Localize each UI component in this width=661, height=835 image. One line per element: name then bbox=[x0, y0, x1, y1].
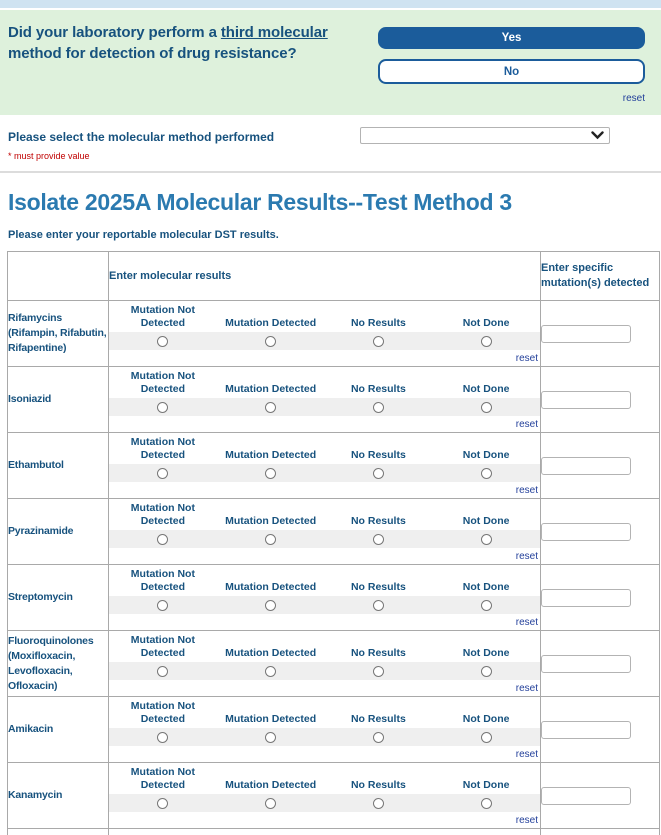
table-row-partial bbox=[8, 829, 660, 835]
option-label-no-results: No Results bbox=[350, 647, 406, 659]
mutation-input[interactable] bbox=[541, 655, 631, 673]
results-section-header bbox=[0, 173, 661, 241]
radio-button-icon bbox=[157, 402, 168, 413]
radio-mutation-detected[interactable] bbox=[217, 398, 325, 416]
radio-button-icon bbox=[265, 666, 276, 677]
option-labels bbox=[109, 501, 540, 528]
option-label-mutation-not-detected: Mutation Not Detected bbox=[130, 370, 195, 395]
drug-name: Pyrazinamide bbox=[8, 499, 109, 565]
row-reset-row bbox=[109, 746, 540, 760]
radio-mutation-not-detected[interactable] bbox=[109, 530, 217, 548]
options-cell bbox=[109, 499, 541, 565]
radio-no-results[interactable] bbox=[325, 530, 433, 548]
options-cell bbox=[109, 631, 541, 697]
option-label-mutation-not-detected: Mutation Not Detected bbox=[130, 304, 195, 329]
radio-button-icon bbox=[481, 600, 492, 611]
radio-mutation-detected[interactable] bbox=[217, 728, 325, 746]
mutation-input-cell bbox=[541, 763, 660, 829]
option-labels bbox=[109, 633, 540, 660]
radio-button-icon bbox=[481, 666, 492, 677]
radio-no-results[interactable] bbox=[325, 332, 433, 350]
required-note: * must provide value bbox=[8, 151, 90, 161]
top-banner-strip bbox=[0, 0, 661, 8]
row-reset-link[interactable]: reset bbox=[515, 749, 538, 760]
option-label-no-results: No Results bbox=[350, 317, 406, 329]
option-label-no-results: No Results bbox=[350, 713, 406, 725]
radio-band bbox=[109, 728, 540, 746]
row-reset-row bbox=[109, 614, 540, 628]
radio-button-icon bbox=[265, 600, 276, 611]
option-label-mutation-not-detected: Mutation Not Detected bbox=[130, 766, 195, 791]
mutation-input-cell bbox=[541, 565, 660, 631]
option-labels bbox=[109, 303, 540, 330]
chevron-down-icon bbox=[591, 131, 604, 140]
option-label-mutation-not-detected: Mutation Not Detected bbox=[130, 436, 195, 461]
option-label-not-done: Not Done bbox=[462, 449, 510, 461]
table-row bbox=[8, 367, 660, 433]
row-reset-link[interactable]: reset bbox=[515, 617, 538, 628]
radio-not-done[interactable] bbox=[432, 794, 540, 812]
option-label-no-results: No Results bbox=[350, 449, 406, 461]
radio-button-icon bbox=[157, 468, 168, 479]
section-instruction: Please enter your reportable molecular DST results. bbox=[8, 229, 279, 241]
table-row bbox=[8, 631, 660, 697]
option-labels bbox=[109, 567, 540, 594]
radio-band bbox=[109, 794, 540, 812]
radio-mutation-detected[interactable] bbox=[217, 662, 325, 680]
mutation-input-cell bbox=[541, 367, 660, 433]
radio-mutation-not-detected[interactable] bbox=[109, 398, 217, 416]
drug-header-cell bbox=[8, 252, 109, 301]
option-label-no-results: No Results bbox=[350, 779, 406, 791]
radio-button-icon bbox=[481, 534, 492, 545]
option-label-no-results: No Results bbox=[350, 581, 406, 593]
row-reset-link[interactable]: reset bbox=[515, 683, 538, 694]
drug-name: Isoniazid bbox=[8, 367, 109, 433]
page-title: Isolate 2025A Molecular Results--Test Method 3 bbox=[8, 189, 512, 215]
table-row bbox=[8, 565, 660, 631]
option-label-no-results: No Results bbox=[350, 515, 406, 527]
radio-button-icon bbox=[157, 534, 168, 545]
radio-no-results[interactable] bbox=[325, 662, 433, 680]
question-text-before: Did your laboratory perform a bbox=[8, 24, 221, 41]
no-button[interactable]: No bbox=[378, 59, 645, 84]
radio-button-icon bbox=[265, 798, 276, 809]
mutation-input-cell bbox=[541, 433, 660, 499]
drug-name: Ethambutol bbox=[8, 433, 109, 499]
mutation-input[interactable] bbox=[541, 391, 631, 409]
option-label-mutation-detected: Mutation Detected bbox=[225, 581, 317, 593]
row-reset-link[interactable]: reset bbox=[515, 419, 538, 430]
mutation-header-cell: Enter specific mutation(s) detected bbox=[541, 252, 660, 301]
radio-mutation-not-detected[interactable] bbox=[109, 662, 217, 680]
drug-name: Amikacin bbox=[8, 697, 109, 763]
option-label-not-done: Not Done bbox=[462, 383, 510, 395]
radio-band bbox=[109, 332, 540, 350]
mutation-input[interactable] bbox=[541, 325, 631, 343]
radio-button-icon bbox=[265, 732, 276, 743]
radio-button-icon bbox=[373, 732, 384, 743]
row-reset-row bbox=[109, 548, 540, 562]
option-labels bbox=[109, 699, 540, 726]
options-cell bbox=[109, 433, 541, 499]
drug-name: Fluoroquinolones (Moxifloxacin, Levofloxacin, Ofloxacin) bbox=[8, 631, 109, 697]
option-label-mutation-detected: Mutation Detected bbox=[225, 713, 317, 725]
radio-not-done[interactable] bbox=[432, 332, 540, 350]
radio-mutation-detected[interactable] bbox=[217, 530, 325, 548]
options-cell bbox=[109, 301, 541, 367]
radio-not-done[interactable] bbox=[432, 662, 540, 680]
row-reset-link[interactable]: reset bbox=[515, 815, 538, 826]
radio-band bbox=[109, 662, 540, 680]
radio-button-icon bbox=[373, 336, 384, 347]
radio-not-done[interactable] bbox=[432, 596, 540, 614]
radio-button-icon bbox=[481, 732, 492, 743]
radio-mutation-detected[interactable] bbox=[217, 794, 325, 812]
radio-mutation-not-detected[interactable] bbox=[109, 794, 217, 812]
table-row bbox=[8, 697, 660, 763]
radio-button-icon bbox=[373, 798, 384, 809]
options-cell bbox=[109, 763, 541, 829]
radio-button-icon bbox=[157, 732, 168, 743]
radio-no-results[interactable] bbox=[325, 464, 433, 482]
question-reset-row bbox=[378, 88, 645, 106]
radio-mutation-not-detected[interactable] bbox=[109, 728, 217, 746]
radio-button-icon bbox=[373, 666, 384, 677]
question-text-after: method for detection of drug resistance? bbox=[8, 45, 297, 62]
radio-button-icon bbox=[481, 402, 492, 413]
radio-button-icon bbox=[157, 666, 168, 677]
radio-no-results[interactable] bbox=[325, 398, 433, 416]
radio-band bbox=[109, 530, 540, 548]
row-reset-row bbox=[109, 350, 540, 364]
radio-no-results[interactable] bbox=[325, 728, 433, 746]
radio-button-icon bbox=[373, 468, 384, 479]
method-select-section bbox=[0, 115, 661, 173]
option-label-not-done: Not Done bbox=[462, 647, 510, 659]
option-label-mutation-detected: Mutation Detected bbox=[225, 515, 317, 527]
table-row bbox=[8, 301, 660, 367]
radio-not-done[interactable] bbox=[432, 728, 540, 746]
row-reset-row bbox=[109, 680, 540, 694]
table-row bbox=[8, 499, 660, 565]
radio-mutation-detected[interactable] bbox=[217, 596, 325, 614]
radio-no-results[interactable] bbox=[325, 596, 433, 614]
radio-button-icon bbox=[265, 534, 276, 545]
question-panel bbox=[0, 10, 661, 115]
mutation-input[interactable] bbox=[541, 589, 631, 607]
question-label bbox=[8, 22, 370, 64]
table-row bbox=[8, 433, 660, 499]
radio-band bbox=[109, 398, 540, 416]
question-reset-link[interactable]: reset bbox=[622, 93, 645, 104]
option-label-mutation-detected: Mutation Detected bbox=[225, 383, 317, 395]
options-cell bbox=[109, 367, 541, 433]
option-label-mutation-detected: Mutation Detected bbox=[225, 779, 317, 791]
option-label-mutation-detected: Mutation Detected bbox=[225, 317, 317, 329]
row-reset-row bbox=[109, 482, 540, 496]
options-cell bbox=[109, 565, 541, 631]
radio-button-icon bbox=[157, 600, 168, 611]
option-label-mutation-not-detected: Mutation Not Detected bbox=[130, 700, 195, 725]
option-labels bbox=[109, 369, 540, 396]
option-label-mutation-detected: Mutation Detected bbox=[225, 449, 317, 461]
radio-not-done[interactable] bbox=[432, 530, 540, 548]
radio-button-icon bbox=[265, 468, 276, 479]
drug-name: Rifamycins (Rifampin, Rifabutin, Rifapentine) bbox=[8, 301, 109, 367]
option-label-mutation-detected: Mutation Detected bbox=[225, 647, 317, 659]
radio-no-results[interactable] bbox=[325, 794, 433, 812]
radio-mutation-detected[interactable] bbox=[217, 464, 325, 482]
option-label-not-done: Not Done bbox=[462, 779, 510, 791]
yes-button[interactable]: Yes bbox=[378, 27, 645, 49]
radio-button-icon bbox=[481, 468, 492, 479]
options-cell bbox=[109, 697, 541, 763]
option-labels bbox=[109, 435, 540, 462]
radio-button-icon bbox=[373, 600, 384, 611]
row-reset-link[interactable]: reset bbox=[515, 353, 538, 364]
radio-button-icon bbox=[373, 534, 384, 545]
method-select-dropdown[interactable] bbox=[360, 127, 610, 144]
option-label-mutation-not-detected: Mutation Not Detected bbox=[130, 634, 195, 659]
mutation-input[interactable] bbox=[541, 721, 631, 739]
option-labels bbox=[109, 765, 540, 792]
mutation-input[interactable] bbox=[541, 523, 631, 541]
drug-name: Kanamycin bbox=[8, 763, 109, 829]
mutation-input-cell bbox=[541, 631, 660, 697]
radio-button-icon bbox=[481, 798, 492, 809]
method-select-label: Please select the molecular method performed bbox=[8, 130, 275, 144]
radio-not-done[interactable] bbox=[432, 398, 540, 416]
mutation-input[interactable] bbox=[541, 457, 631, 475]
radio-mutation-not-detected[interactable] bbox=[109, 332, 217, 350]
option-label-not-done: Not Done bbox=[462, 713, 510, 725]
radio-button-icon bbox=[157, 798, 168, 809]
drug-name: Streptomycin bbox=[8, 565, 109, 631]
radio-band bbox=[109, 596, 540, 614]
mutation-input-cell bbox=[541, 697, 660, 763]
option-label-not-done: Not Done bbox=[462, 317, 510, 329]
radio-button-icon bbox=[157, 336, 168, 347]
question-text-underlined: third molecular bbox=[220, 24, 328, 41]
radio-button-icon bbox=[265, 336, 276, 347]
radio-button-icon bbox=[373, 402, 384, 413]
option-label-no-results: No Results bbox=[350, 383, 406, 395]
results-table bbox=[7, 251, 660, 835]
radio-button-icon bbox=[481, 336, 492, 347]
option-label-mutation-not-detected: Mutation Not Detected bbox=[130, 568, 195, 593]
radio-button-icon bbox=[265, 402, 276, 413]
radio-mutation-detected[interactable] bbox=[217, 332, 325, 350]
option-label-not-done: Not Done bbox=[462, 515, 510, 527]
radio-mutation-not-detected[interactable] bbox=[109, 596, 217, 614]
mutation-input[interactable] bbox=[541, 787, 631, 805]
radio-not-done[interactable] bbox=[432, 464, 540, 482]
table-header-row bbox=[8, 252, 660, 301]
mutation-input-cell bbox=[541, 499, 660, 565]
results-header-cell: Enter molecular results bbox=[109, 252, 541, 301]
radio-mutation-not-detected[interactable] bbox=[109, 464, 217, 482]
table-row bbox=[8, 763, 660, 829]
mutation-input-cell bbox=[541, 301, 660, 367]
row-reset-link[interactable]: reset bbox=[515, 551, 538, 562]
answer-buttons bbox=[378, 18, 645, 106]
row-reset-row bbox=[109, 416, 540, 430]
row-reset-row bbox=[109, 812, 540, 826]
option-label-mutation-not-detected: Mutation Not Detected bbox=[130, 502, 195, 527]
row-reset-link[interactable]: reset bbox=[515, 485, 538, 496]
option-label-not-done: Not Done bbox=[462, 581, 510, 593]
radio-band bbox=[109, 464, 540, 482]
